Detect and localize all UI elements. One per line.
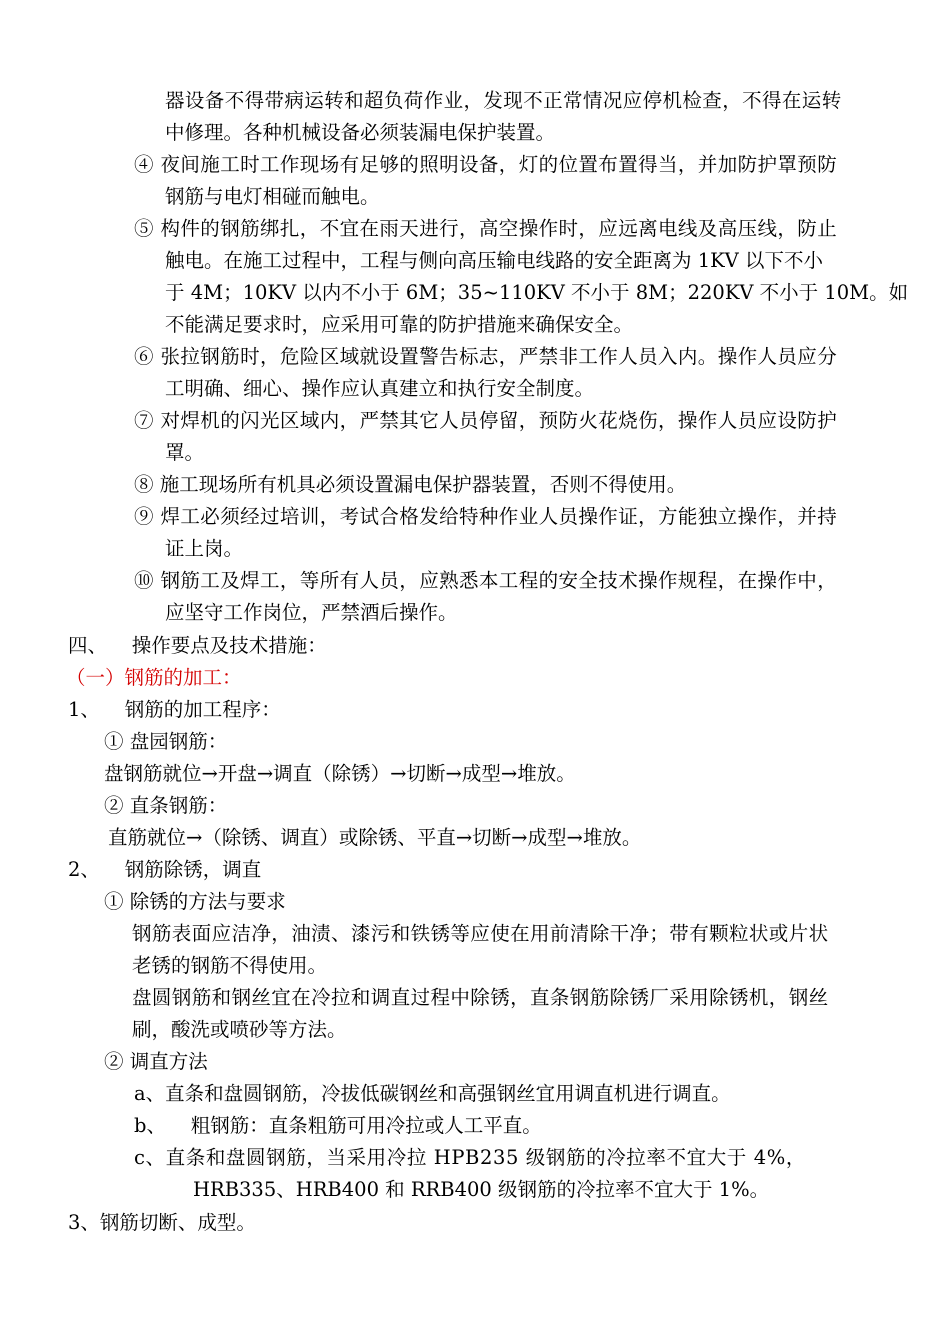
text-line: 不能满足要求时，应采用可靠的防护措施来确保安全。 — [165, 313, 634, 336]
text-line: 钢筋与电灯相碰而触电。 — [165, 185, 380, 208]
text-line: 中修理。各种机械设备必须装漏电保护装置。 — [165, 121, 556, 144]
list-item: ① 除锈的方法与要求 — [104, 890, 286, 913]
list-item-9: ⑨ 焊工必须经过培训，考试合格发给特种作业人员操作证，方能独立操作，并持 — [134, 505, 838, 528]
text-line: HRB335、HRB400 和 RRB400 级钢筋的冷拉率不宜大于 1%。 — [193, 1178, 770, 1201]
list-item: ① 盘园钢筋： — [104, 730, 228, 753]
list-item-b: b、 粗钢筋：直条粗筋可用冷拉或人工平直。 — [134, 1114, 542, 1137]
text-line: 器设备不得带病运转和超负荷作业，发现不正常情况应停机检查，不得在运转 — [165, 89, 842, 112]
text-line: 钢筋表面应洁净，油渍、漆污和铁锈等应使在用前清除干净；带有颗粒状或片状 — [132, 922, 829, 945]
list-item-5: ⑤ 构件的钢筋绑扎，不宜在雨天进行，高空操作时，应远离电线及高压线，防止 — [134, 217, 838, 240]
list-item-c: c、直条和盘圆钢筋，当采用冷拉 HPB235 级钢筋的冷拉率不宜大于 4%， — [134, 1146, 806, 1169]
list-item-6: ⑥ 张拉钢筋时，危险区域就设置警告标志，严禁非工作人员入内。操作人员应分 — [134, 345, 838, 368]
list-item-10: ⑩ 钢筋工及焊工，等所有人员，应熟悉本工程的安全技术操作规程，在操作中， — [134, 569, 838, 592]
text-line: 老锈的钢筋不得使用。 — [132, 954, 328, 977]
text-line: 于 4M；10KV 以内不小于 6M；35~110KV 不小于 8M；220KV 不小于 10M。如 — [165, 281, 909, 304]
list-item-8: ⑧ 施工现场所有机具必须设置漏电保护器装置，否则不得使用。 — [134, 473, 687, 496]
numbered-heading-2: 2、 钢筋除锈，调直 — [68, 858, 262, 881]
text-line: 罩。 — [165, 441, 205, 464]
text-line: 刷，酸洗或喷砂等方法。 — [132, 1018, 347, 1041]
numbered-heading-1: 1、 钢筋的加工程序： — [68, 698, 281, 721]
text-line: 盘圆钢筋和钢丝宜在冷拉和调直过程中除锈，直条钢筋除锈厂采用除锈机，钢丝 — [132, 986, 829, 1009]
process-flow: 直筋就位→（除锈、调直）或除锈、平直→切断→成型→堆放。 — [108, 826, 642, 849]
list-item-7: ⑦ 对焊机的闪光区域内，严禁其它人员停留，预防火花烧伤，操作人员应设防护 — [134, 409, 838, 432]
list-item-4: ④ 夜间施工时工作现场有足够的照明设备，灯的位置布置得当，并加防护罩预防 — [134, 153, 838, 176]
text-line: 触电。在施工过程中，工程与侧向高压输电线路的安全距离为 1KV 以下不小 — [165, 249, 823, 272]
list-item: ② 直条钢筋： — [104, 794, 228, 817]
numbered-heading-3: 3、钢筋切断、成型。 — [68, 1211, 256, 1234]
text-line: 工明确、细心、操作应认真建立和执行安全制度。 — [165, 377, 595, 400]
text-line: 证上岗。 — [165, 537, 244, 560]
subsection-heading: （一）钢筋的加工： — [66, 666, 242, 689]
text-line: 应坚守工作岗位，严禁酒后操作。 — [165, 601, 458, 624]
list-item: ② 调直方法 — [104, 1050, 208, 1073]
process-flow: 盘钢筋就位→开盘→调直（除锈）→切断→成型→堆放。 — [104, 762, 576, 785]
section-heading: 四、 操作要点及技术措施： — [68, 634, 327, 657]
list-item-a: a、直条和盘圆钢筋，冷拔低碳钢丝和高强钢丝宜用调直机进行调直。 — [134, 1082, 731, 1105]
